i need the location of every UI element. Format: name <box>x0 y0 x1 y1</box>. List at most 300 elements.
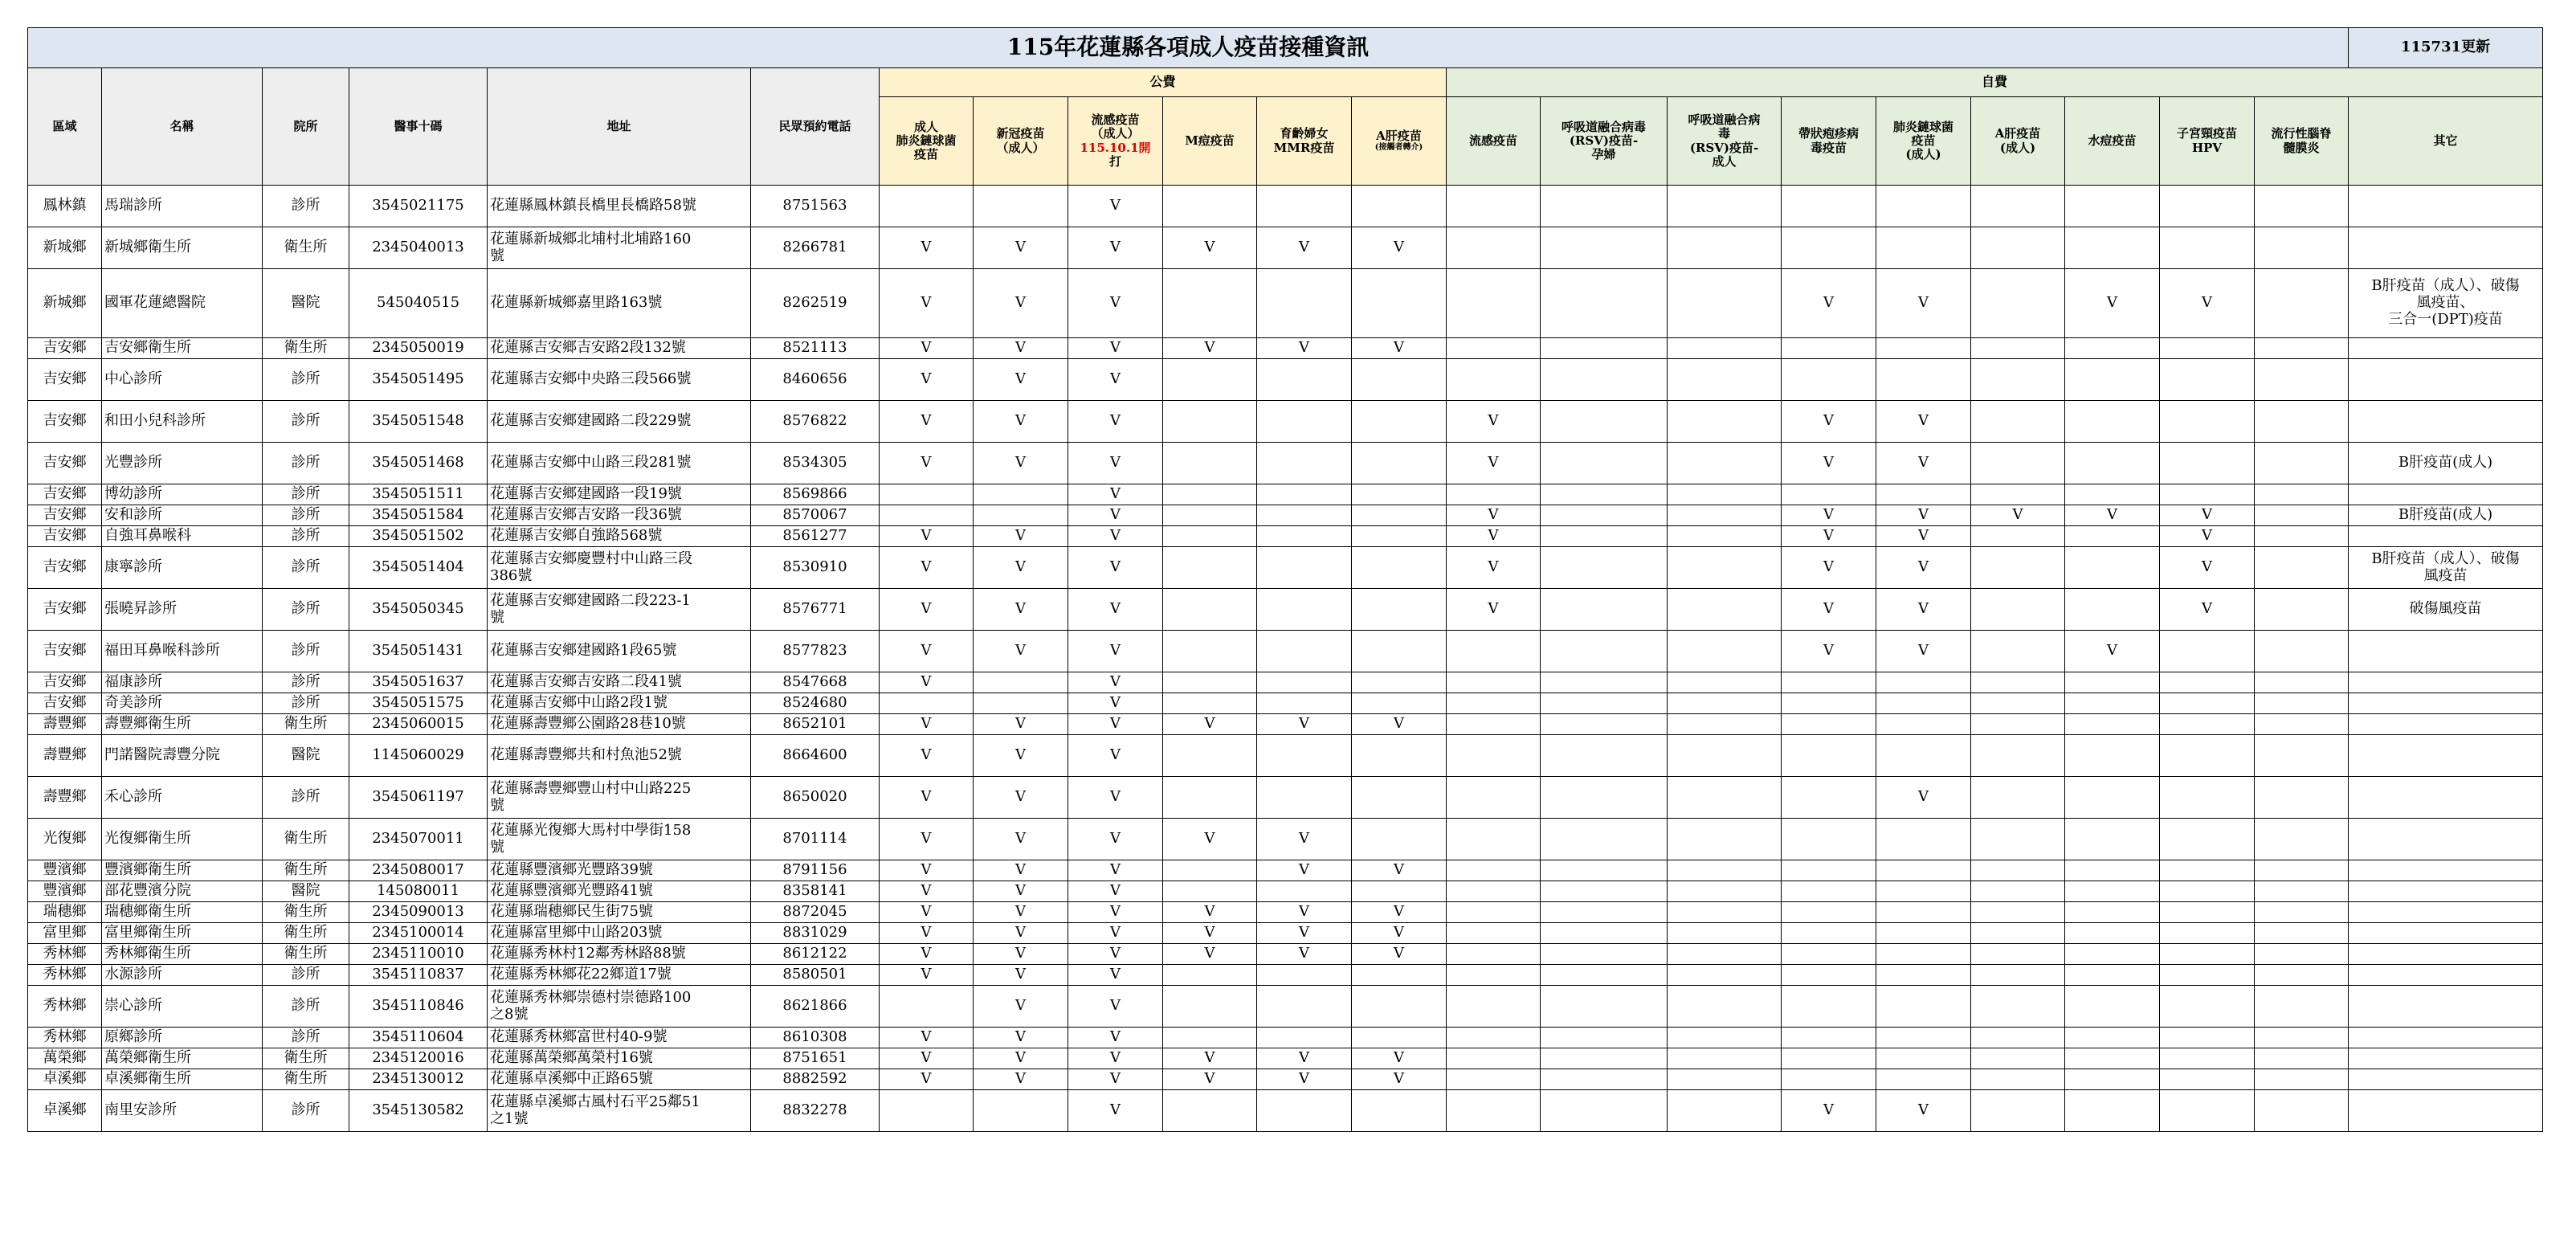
public-vaccine-cell <box>1257 965 1352 986</box>
clinic-name-cell: 自強耳鼻喉科 <box>102 526 263 547</box>
public-vaccine-cell <box>974 693 1068 714</box>
self-pay-vaccine-cell <box>1541 484 1668 505</box>
public-vaccine-cell <box>1257 777 1352 819</box>
self-pay-vaccine-cell <box>1447 227 1541 269</box>
self-pay-vaccine-cell <box>1447 735 1541 777</box>
address-cell <box>488 1048 751 1069</box>
public-vaccine-cell <box>1352 547 1447 589</box>
header-public-vaccine-line: (接觸者轉介) <box>1374 143 1423 153</box>
public-vaccine-cell <box>1352 693 1447 714</box>
public-vaccine-cell: V <box>1163 923 1257 944</box>
header-public-vaccine-line: MMR疫苗 <box>1273 140 1335 155</box>
public-vaccine-cell: V <box>880 902 974 923</box>
self-pay-vaccine-cell <box>1668 526 1782 547</box>
code-cell: 3545051502 <box>349 526 488 547</box>
public-vaccine-cell: V <box>1163 1048 1257 1069</box>
address-cell-line: 花蓮縣卓溪鄉中正路65號 <box>490 1070 653 1088</box>
self-pay-vaccine-cell <box>1971 693 2065 714</box>
self-pay-vaccine-cell <box>2065 693 2160 714</box>
public-vaccine-cell <box>1257 1028 1352 1048</box>
district-cell: 秀林鄉 <box>28 965 102 986</box>
self-pay-vaccine-cell <box>1541 672 1668 693</box>
public-vaccine-cell: V <box>1163 1069 1257 1090</box>
public-vaccine-cell: V <box>1352 860 1447 881</box>
address-cell-line: 花蓮縣卓溪鄉古風村石平25鄰51 <box>490 1093 700 1110</box>
self-pay-vaccine-cell <box>1971 1069 2065 1090</box>
public-vaccine-cell <box>974 484 1068 505</box>
self-pay-vaccine-cell <box>1668 359 1782 401</box>
self-pay-vaccine-cell <box>1782 902 1876 923</box>
self-pay-vaccine-cell: V <box>2065 505 2160 526</box>
table-row <box>28 631 2543 672</box>
district-cell: 新城鄉 <box>28 227 102 269</box>
address-cell-line: 花蓮縣吉安鄉建國路1段65號 <box>490 642 677 660</box>
self-pay-vaccine-cell <box>1541 269 1668 338</box>
self-pay-vaccine-cell <box>1668 777 1782 819</box>
self-pay-vaccine-cell: V <box>1447 443 1541 484</box>
self-pay-vaccine-cell <box>2255 526 2349 547</box>
self-pay-vaccine-cell <box>1541 986 1668 1028</box>
clinic-name-cell: 崇心診所 <box>102 986 263 1028</box>
self-pay-vaccine-cell: V <box>2065 269 2160 338</box>
public-vaccine-cell: V <box>1163 338 1257 359</box>
self-pay-vaccine-cell <box>1447 944 1541 965</box>
address-cell-line: 花蓮縣吉安鄉中山路三段281號 <box>490 454 692 472</box>
self-pay-vaccine-cell <box>1876 338 1971 359</box>
self-pay-vaccine-cell <box>2255 547 2349 589</box>
public-vaccine-cell: V <box>1257 944 1352 965</box>
public-vaccine-cell: V <box>1352 338 1447 359</box>
address-cell-line: 花蓮縣萬榮鄉萬榮村16號 <box>490 1049 653 1067</box>
header-name: 名稱 <box>102 68 263 186</box>
district-cell: 富里鄉 <box>28 923 102 944</box>
phone-cell: 8650020 <box>751 777 880 819</box>
address-cell <box>488 1069 751 1090</box>
public-vaccine-cell <box>1352 359 1447 401</box>
header-public-vaccine-line: 打 <box>1108 153 1121 169</box>
district-cell: 新城鄉 <box>28 269 102 338</box>
code-cell: 3545051431 <box>349 631 488 672</box>
self-pay-vaccine-cell <box>2160 359 2255 401</box>
other-cell <box>2349 777 2543 819</box>
self-pay-vaccine-cell: V <box>1971 505 2065 526</box>
public-vaccine-cell: V <box>880 359 974 401</box>
phone-cell: 8547668 <box>751 672 880 693</box>
self-pay-vaccine-cell <box>1668 693 1782 714</box>
phone-cell: 8872045 <box>751 902 880 923</box>
public-vaccine-cell: V <box>880 714 974 735</box>
header-public-vaccine-line: 新冠疫苗 <box>996 126 1045 141</box>
other-cell <box>2349 484 2543 505</box>
address-cell-line: 號 <box>490 247 504 264</box>
self-pay-vaccine-cell <box>1971 484 2065 505</box>
self-pay-vaccine-cell <box>1541 589 1668 631</box>
header-self-pay-vaccine-line: 肺炎鏈球菌 <box>1892 119 1953 134</box>
self-pay-vaccine-cell <box>1782 714 1876 735</box>
code-cell: 2345070011 <box>349 819 488 860</box>
public-vaccine-cell: V <box>974 944 1068 965</box>
header-self-pay-vaccine-line: 呼吸道融合病毒 <box>1561 119 1646 134</box>
phone-cell: 8460656 <box>751 359 880 401</box>
address-cell <box>488 1090 751 1132</box>
district-cell: 瑞穗鄉 <box>28 902 102 923</box>
address-cell-line: 花蓮縣吉安鄉吉安路一段36號 <box>490 506 682 524</box>
public-vaccine-cell <box>880 484 974 505</box>
table-row <box>28 1028 2543 1048</box>
self-pay-vaccine-cell <box>1876 1048 1971 1069</box>
public-vaccine-cell: V <box>974 860 1068 881</box>
self-pay-vaccine-cell <box>1447 902 1541 923</box>
type-cell: 診所 <box>263 777 349 819</box>
self-pay-vaccine-cell <box>1668 819 1782 860</box>
self-pay-vaccine-cell <box>1876 986 1971 1028</box>
type-cell: 衛生所 <box>263 227 349 269</box>
header-public-vaccine-line: 流感疫苗 <box>1091 112 1140 127</box>
public-vaccine-cell <box>1257 986 1352 1028</box>
code-cell: 545040515 <box>349 269 488 338</box>
header-self-pay-vaccine-line: (成人) <box>1999 140 2036 155</box>
self-pay-vaccine-cell <box>2160 186 2255 227</box>
self-pay-vaccine-cell <box>2255 631 2349 672</box>
self-pay-vaccine-cell <box>1541 227 1668 269</box>
self-pay-vaccine-cell <box>2255 672 2349 693</box>
public-vaccine-cell <box>1352 484 1447 505</box>
public-vaccine-cell <box>1163 526 1257 547</box>
self-pay-vaccine-cell <box>1668 965 1782 986</box>
header-self-pay-vaccine <box>1782 97 1876 186</box>
public-vaccine-cell: V <box>880 672 974 693</box>
district-cell: 吉安鄉 <box>28 484 102 505</box>
self-pay-vaccine-cell <box>2065 1028 2160 1048</box>
table-row <box>28 672 2543 693</box>
public-vaccine-cell <box>1163 777 1257 819</box>
phone-cell: 8561277 <box>751 526 880 547</box>
public-vaccine-cell <box>1352 819 1447 860</box>
type-cell: 醫院 <box>263 881 349 902</box>
self-pay-vaccine-cell <box>1668 484 1782 505</box>
address-cell <box>488 714 751 735</box>
self-pay-vaccine-cell <box>1447 819 1541 860</box>
other-cell <box>2349 881 2543 902</box>
public-vaccine-cell: V <box>1068 1069 1163 1090</box>
public-vaccine-cell: V <box>974 819 1068 860</box>
other-cell <box>2349 923 2543 944</box>
header-address: 地址 <box>488 68 751 186</box>
district-cell: 吉安鄉 <box>28 443 102 484</box>
public-vaccine-cell <box>1163 589 1257 631</box>
self-pay-vaccine-cell <box>1876 944 1971 965</box>
public-vaccine-cell: V <box>1068 902 1163 923</box>
public-vaccine-cell <box>1352 526 1447 547</box>
public-vaccine-cell <box>1352 443 1447 484</box>
other-cell <box>2349 631 2543 672</box>
code-cell: 3545051548 <box>349 401 488 443</box>
public-vaccine-cell: V <box>1068 714 1163 735</box>
self-pay-vaccine-cell <box>2255 923 2349 944</box>
district-cell: 吉安鄉 <box>28 338 102 359</box>
self-pay-vaccine-cell <box>1541 526 1668 547</box>
table-row <box>28 505 2543 526</box>
public-vaccine-cell <box>1352 589 1447 631</box>
public-vaccine-cell <box>1257 693 1352 714</box>
type-cell: 診所 <box>263 359 349 401</box>
type-cell: 診所 <box>263 1090 349 1132</box>
code-cell: 2345050019 <box>349 338 488 359</box>
public-vaccine-cell: V <box>1068 401 1163 443</box>
self-pay-vaccine-cell: V <box>1876 777 1971 819</box>
public-vaccine-cell: V <box>1068 269 1163 338</box>
self-pay-vaccine-cell <box>2065 777 2160 819</box>
table-row <box>28 186 2543 227</box>
self-pay-vaccine-cell <box>2255 693 2349 714</box>
self-pay-vaccine-cell <box>1541 735 1668 777</box>
self-pay-vaccine-cell <box>2255 965 2349 986</box>
self-pay-vaccine-cell <box>2160 1028 2255 1048</box>
clinic-name-cell: 康寧診所 <box>102 547 263 589</box>
header-self-pay-vaccine <box>2349 97 2543 186</box>
self-pay-vaccine-cell <box>2065 443 2160 484</box>
self-pay-vaccine-cell <box>1447 693 1541 714</box>
header-public-vaccine <box>1257 97 1352 186</box>
public-vaccine-cell <box>1163 631 1257 672</box>
public-vaccine-cell <box>1163 986 1257 1028</box>
public-vaccine-cell <box>1352 735 1447 777</box>
self-pay-vaccine-cell: V <box>2160 589 2255 631</box>
other-cell <box>2349 965 2543 986</box>
self-pay-vaccine-cell: V <box>1447 547 1541 589</box>
address-cell-line: 之8號 <box>490 1005 529 1023</box>
self-pay-vaccine-cell: V <box>1782 505 1876 526</box>
public-vaccine-cell: V <box>1068 1028 1163 1048</box>
clinic-name-cell: 門諾醫院壽豐分院 <box>102 735 263 777</box>
header-public-vaccine <box>1352 97 1447 186</box>
other-cell <box>2349 589 2543 631</box>
public-vaccine-cell: V <box>974 1048 1068 1069</box>
public-vaccine-cell: V <box>880 631 974 672</box>
type-cell: 診所 <box>263 401 349 443</box>
type-cell: 診所 <box>263 589 349 631</box>
address-cell <box>488 589 751 631</box>
public-vaccine-cell: V <box>880 819 974 860</box>
self-pay-vaccine-cell <box>2160 227 2255 269</box>
other-cell <box>2349 902 2543 923</box>
public-vaccine-cell <box>1257 589 1352 631</box>
self-pay-vaccine-cell <box>1668 860 1782 881</box>
other-cell <box>2349 986 2543 1028</box>
self-pay-vaccine-cell <box>1782 359 1876 401</box>
self-pay-vaccine-cell <box>1541 777 1668 819</box>
table-row <box>28 860 2543 881</box>
district-cell: 鳳林鎮 <box>28 186 102 227</box>
self-pay-vaccine-cell <box>2065 1048 2160 1069</box>
code-cell: 2345120016 <box>349 1048 488 1069</box>
type-cell: 診所 <box>263 965 349 986</box>
table-row <box>28 227 2543 269</box>
self-pay-vaccine-cell <box>1971 777 2065 819</box>
self-pay-vaccine-cell <box>1876 693 1971 714</box>
other-cell <box>2349 1069 2543 1090</box>
public-vaccine-cell: V <box>1068 986 1163 1028</box>
public-vaccine-cell: V <box>1068 227 1163 269</box>
other-cell <box>2349 401 2543 443</box>
table-row <box>28 902 2543 923</box>
phone-cell: 8831029 <box>751 923 880 944</box>
public-vaccine-cell <box>1257 359 1352 401</box>
table-row <box>28 338 2543 359</box>
self-pay-vaccine-cell: V <box>1447 526 1541 547</box>
self-pay-vaccine-cell <box>1971 526 2065 547</box>
self-pay-vaccine-cell <box>1876 902 1971 923</box>
self-pay-vaccine-cell <box>1782 965 1876 986</box>
self-pay-vaccine-cell <box>2065 735 2160 777</box>
self-pay-vaccine-cell <box>2255 401 2349 443</box>
self-pay-vaccine-cell <box>2255 359 2349 401</box>
type-cell: 診所 <box>263 443 349 484</box>
self-pay-vaccine-cell <box>1782 1028 1876 1048</box>
self-pay-vaccine-cell <box>2065 986 2160 1028</box>
public-vaccine-cell: V <box>974 227 1068 269</box>
public-vaccine-cell: V <box>1068 672 1163 693</box>
self-pay-vaccine-cell <box>1447 860 1541 881</box>
self-pay-vaccine-cell: V <box>1782 631 1876 672</box>
table-row <box>28 401 2543 443</box>
code-cell: 1145060029 <box>349 735 488 777</box>
public-vaccine-cell: V <box>880 965 974 986</box>
self-pay-vaccine-cell <box>1447 1048 1541 1069</box>
phone-cell: 8570067 <box>751 505 880 526</box>
header-self-pay-vaccine-line: 水痘疫苗 <box>2088 133 2137 148</box>
phone-cell: 8569866 <box>751 484 880 505</box>
address-cell-line: 花蓮縣吉安鄉慶豐村中山路三段 <box>490 550 692 567</box>
address-cell-line: 花蓮縣壽豐鄉共和村魚池52號 <box>490 746 682 764</box>
self-pay-vaccine-cell <box>1876 227 1971 269</box>
other-cell <box>2349 944 2543 965</box>
clinic-name-cell: 豐濱鄉衛生所 <box>102 860 263 881</box>
self-pay-vaccine-cell <box>1668 714 1782 735</box>
self-pay-vaccine-cell <box>2065 186 2160 227</box>
public-vaccine-cell: V <box>974 986 1068 1028</box>
address-cell <box>488 944 751 965</box>
self-pay-vaccine-cell <box>1668 1028 1782 1048</box>
public-vaccine-cell <box>1163 1090 1257 1132</box>
self-pay-vaccine-cell: V <box>1447 589 1541 631</box>
clinic-name-cell: 壽豐鄉衛生所 <box>102 714 263 735</box>
code-cell: 3545051584 <box>349 505 488 526</box>
self-pay-vaccine-cell <box>2255 484 2349 505</box>
district-cell: 吉安鄉 <box>28 547 102 589</box>
other-cell-line: 破傷風疫苗 <box>2409 600 2482 618</box>
self-pay-vaccine-cell <box>1541 1069 1668 1090</box>
self-pay-vaccine-cell <box>1668 1090 1782 1132</box>
self-pay-vaccine-cell <box>1971 227 2065 269</box>
self-pay-vaccine-cell <box>2255 227 2349 269</box>
self-pay-vaccine-cell <box>2255 860 2349 881</box>
phone-cell: 8577823 <box>751 631 880 672</box>
other-cell-line: 三合一(DPT)疫苗 <box>2388 310 2503 328</box>
code-cell: 3545110846 <box>349 986 488 1028</box>
self-pay-vaccine-cell: V <box>2160 526 2255 547</box>
address-cell-line: 花蓮縣鳳林鎮長橋里長橋路58號 <box>490 197 696 215</box>
self-pay-vaccine-cell <box>1668 902 1782 923</box>
address-cell <box>488 986 751 1028</box>
clinic-name-cell: 馬瑞診所 <box>102 186 263 227</box>
district-cell: 豐濱鄉 <box>28 881 102 902</box>
address-cell <box>488 631 751 672</box>
code-cell: 2345110010 <box>349 944 488 965</box>
header-self-pay-vaccine <box>2065 97 2160 186</box>
public-group-header: 公費 <box>880 68 1447 97</box>
public-vaccine-cell: V <box>974 338 1068 359</box>
code-cell: 3545061197 <box>349 777 488 819</box>
district-cell: 吉安鄉 <box>28 672 102 693</box>
clinic-name-cell: 奇美診所 <box>102 693 263 714</box>
public-vaccine-cell: V <box>880 1028 974 1048</box>
code-cell: 2345130012 <box>349 1069 488 1090</box>
table-row <box>28 714 2543 735</box>
self-pay-vaccine-cell <box>2160 1069 2255 1090</box>
header-public-vaccine-line: A肝疫苗 <box>1376 129 1422 144</box>
self-pay-vaccine-cell <box>2160 693 2255 714</box>
district-cell: 秀林鄉 <box>28 944 102 965</box>
public-vaccine-cell <box>974 505 1068 526</box>
public-vaccine-cell: V <box>880 338 974 359</box>
self-pay-vaccine-cell <box>1447 672 1541 693</box>
public-vaccine-cell <box>1163 505 1257 526</box>
header-self-pay-vaccine-line: 成人 <box>1712 153 1737 169</box>
public-vaccine-cell <box>880 505 974 526</box>
self-pay-vaccine-cell <box>1541 819 1668 860</box>
self-pay-vaccine-cell <box>1541 944 1668 965</box>
public-vaccine-cell <box>1257 505 1352 526</box>
type-cell: 診所 <box>263 526 349 547</box>
self-pay-vaccine-cell: V <box>1782 526 1876 547</box>
type-cell: 衛生所 <box>263 944 349 965</box>
public-vaccine-cell: V <box>1352 944 1447 965</box>
table-row <box>28 526 2543 547</box>
type-cell: 診所 <box>263 547 349 589</box>
self-pay-vaccine-cell <box>1782 227 1876 269</box>
clinic-name-cell: 禾心診所 <box>102 777 263 819</box>
address-cell-line: 花蓮縣秀林鄉花22鄉道17號 <box>490 966 672 983</box>
type-cell: 衛生所 <box>263 923 349 944</box>
self-pay-vaccine-cell <box>2160 631 2255 672</box>
self-pay-vaccine-cell <box>1447 714 1541 735</box>
public-vaccine-cell: V <box>974 589 1068 631</box>
code-cell: 145080011 <box>349 881 488 902</box>
clinic-name-cell: 和田小兒科診所 <box>102 401 263 443</box>
type-cell: 衛生所 <box>263 338 349 359</box>
public-vaccine-cell <box>974 1090 1068 1132</box>
self-pay-vaccine-cell <box>1541 923 1668 944</box>
header-self-pay-vaccine-line: A肝疫苗 <box>1994 126 2041 141</box>
page-title: 115年花蓮縣各項成人疫苗接種資訊 <box>28 28 2349 68</box>
self-pay-vaccine-cell <box>1447 1090 1541 1132</box>
self-pay-vaccine-cell <box>2160 401 2255 443</box>
district-cell: 吉安鄉 <box>28 631 102 672</box>
public-vaccine-cell: V <box>1068 589 1163 631</box>
self-pay-vaccine-cell: V <box>1876 401 1971 443</box>
self-pay-vaccine-cell <box>2255 1028 2349 1048</box>
address-cell <box>488 401 751 443</box>
self-pay-vaccine-cell <box>1971 443 2065 484</box>
self-pay-vaccine-cell <box>2065 484 2160 505</box>
type-cell: 診所 <box>263 1028 349 1048</box>
public-vaccine-cell <box>1163 672 1257 693</box>
code-cell: 2345080017 <box>349 860 488 881</box>
clinic-name-cell: 國軍花蓮總醫院 <box>102 269 263 338</box>
type-cell: 診所 <box>263 186 349 227</box>
phone-cell: 8832278 <box>751 1090 880 1132</box>
